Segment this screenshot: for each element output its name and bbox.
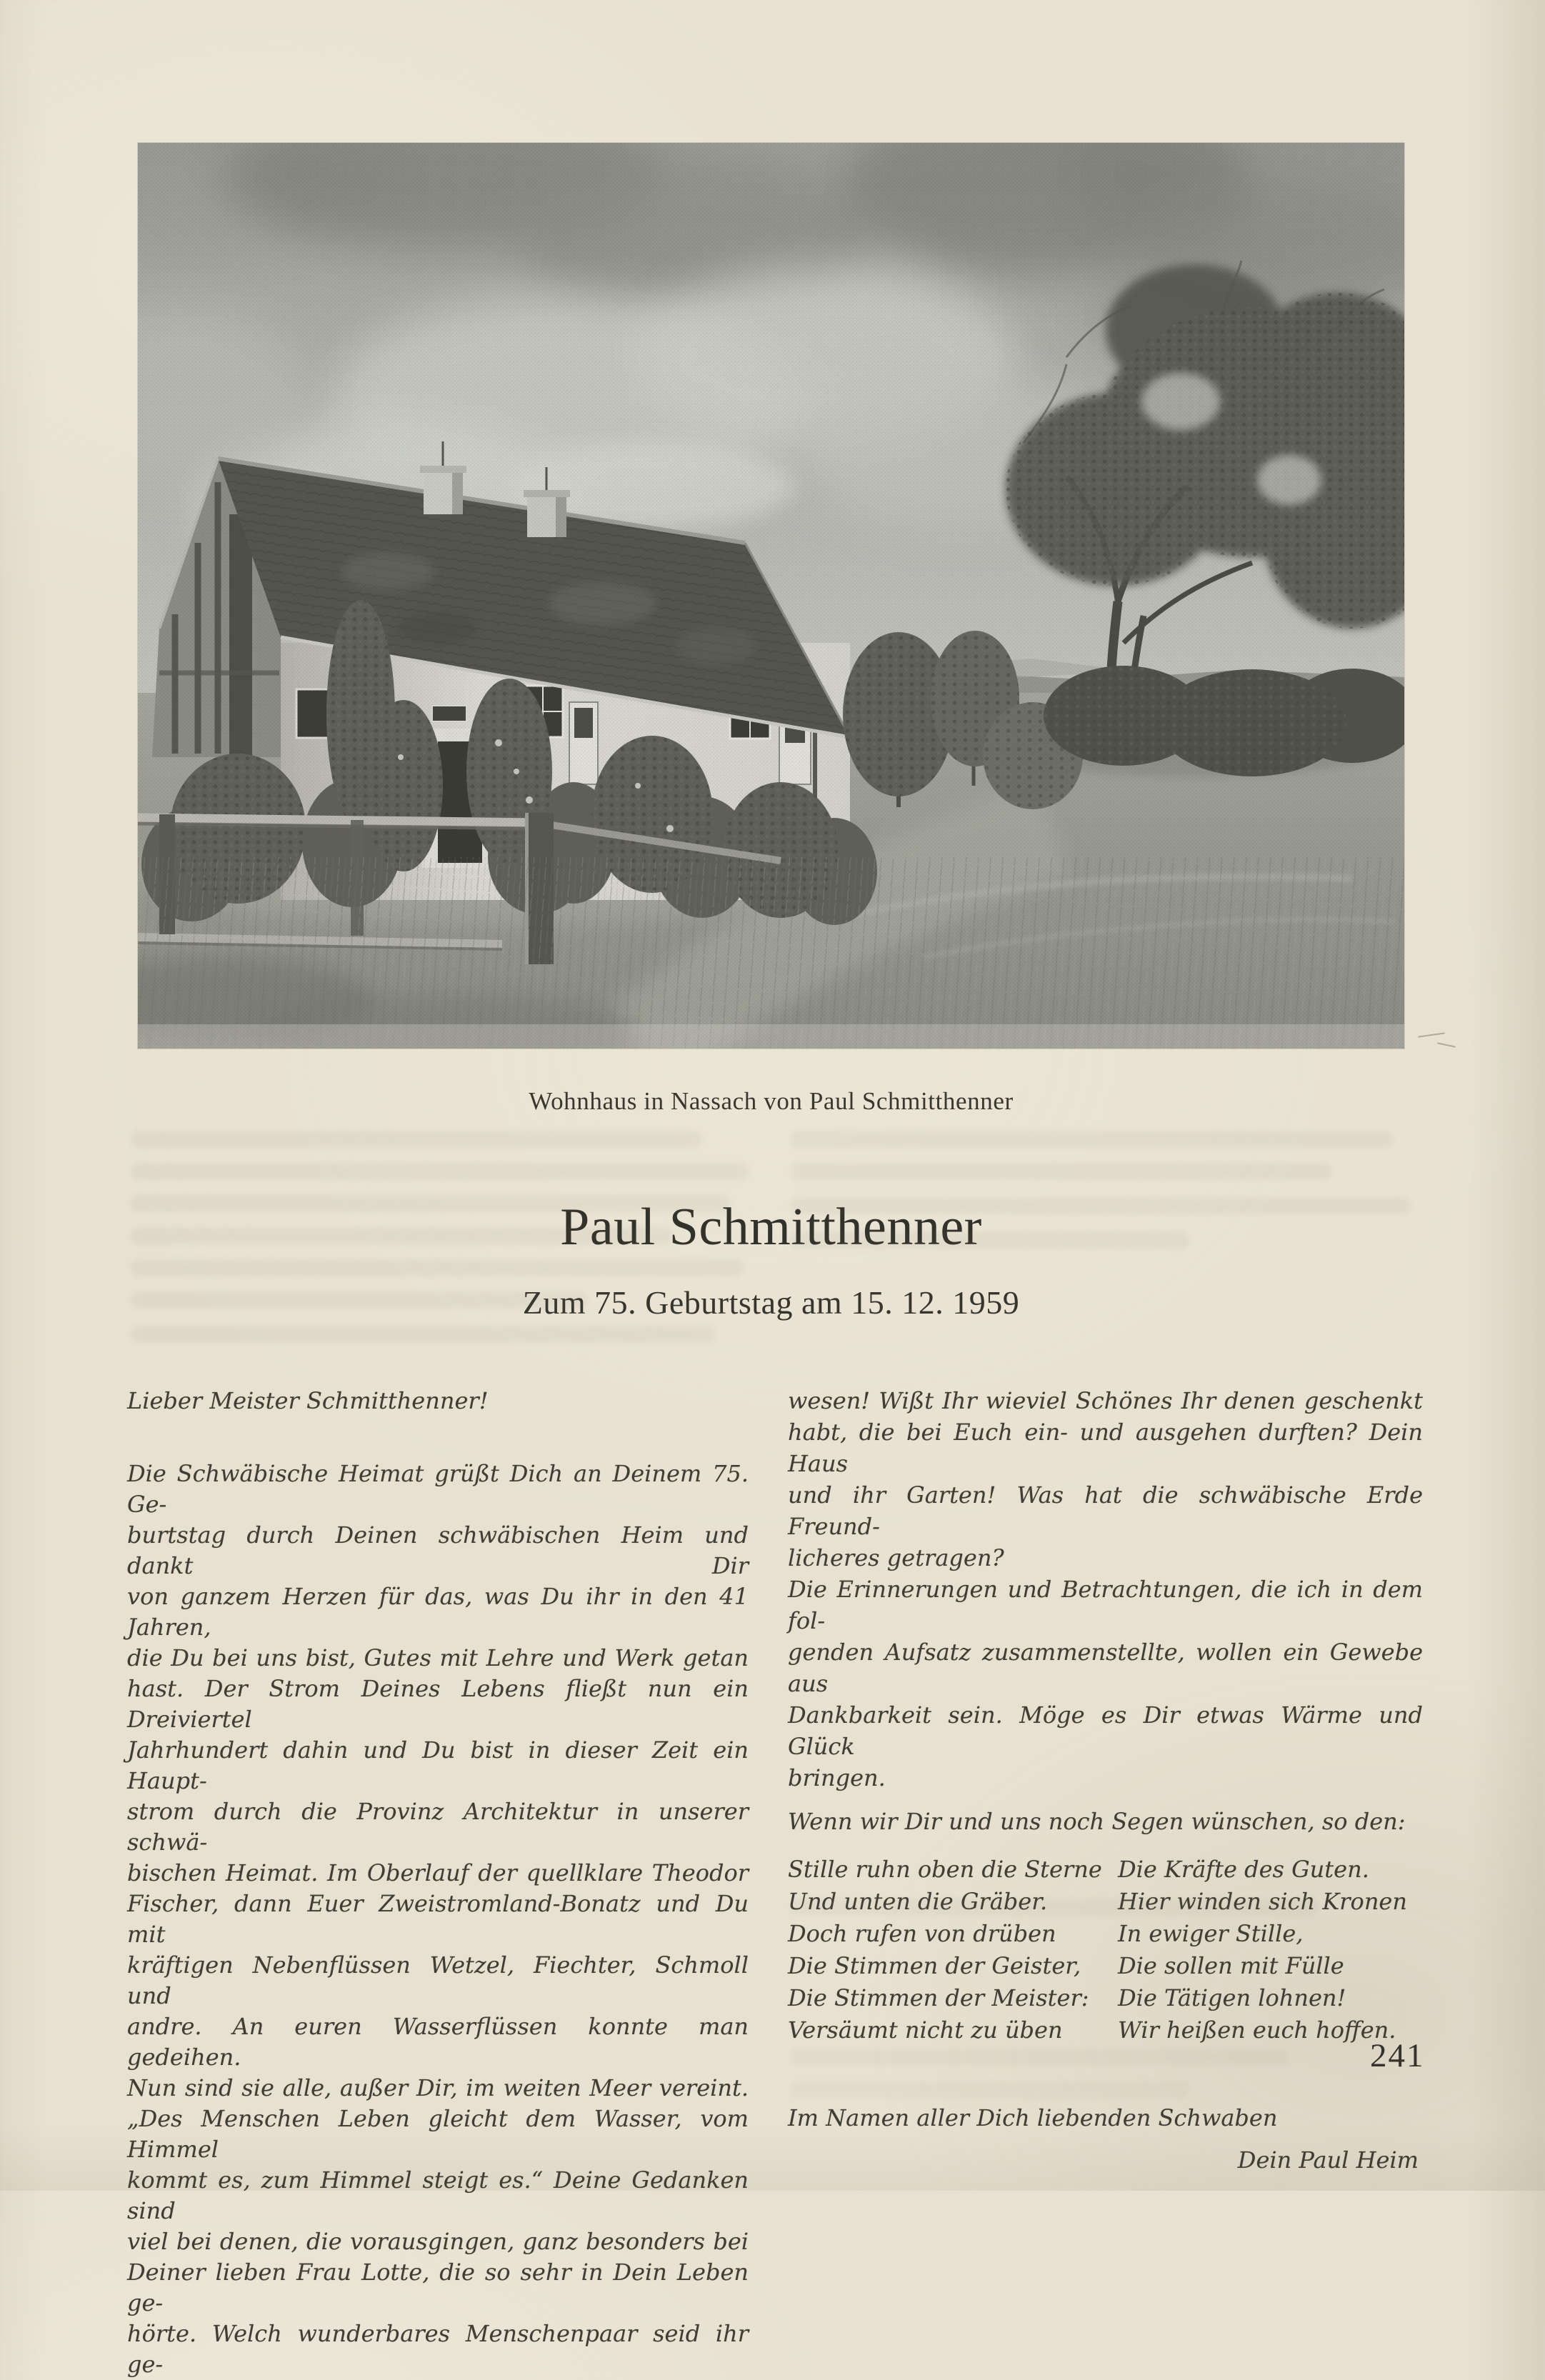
poem-line: In ewiger Stille, xyxy=(1118,1920,1304,1947)
poem-line: Hier winden sich Kronen xyxy=(1118,1888,1407,1915)
poem-line: Versäumt nicht zu üben xyxy=(788,2016,1063,2044)
text-line: Dankbarkeit sein. Möge es Dir etwas Wärme und Glück xyxy=(788,1701,1423,1760)
poem xyxy=(788,1854,1423,2046)
photo-wohnhaus xyxy=(138,143,1404,1049)
text-line: die Du bei uns bist, Gutes mit Lehre und Werk getan xyxy=(127,1644,749,1671)
right-paragraph-1 xyxy=(788,1385,1423,1574)
right-paragraph-2 xyxy=(788,1574,1423,1794)
photo-figure xyxy=(138,143,1404,1049)
article-title: Paul Schmitthenner xyxy=(560,1198,982,1256)
bleed-through-line xyxy=(130,1326,716,1343)
text-line: „Des Menschen Leben gleicht dem Wasser, vom Himmel xyxy=(127,2105,749,2163)
bleed-through-line xyxy=(130,1195,730,1212)
poem-line: Und unten die Gräber. xyxy=(788,1888,1048,1915)
poem-lead-in: Wenn wir Dir und uns noch Segen wünschen, so den: xyxy=(788,1808,1406,1835)
photo-caption: Wohnhaus in Nassach von Paul Schmitthenner xyxy=(529,1087,1014,1115)
text-line: Fischer, dann Euer Zweistromland-Bonatz und Du mit xyxy=(127,1890,749,1948)
text-line: licheres getragen? xyxy=(788,1544,1004,1571)
poem-line: Die Stimmen der Meister: xyxy=(788,1984,1089,2011)
text-line: burtstag durch Deinen schwäbischen Heim und dankt Dir xyxy=(127,1521,749,1579)
poem-left-column xyxy=(788,1854,1118,2046)
scratch-mark xyxy=(1437,1042,1456,1047)
closing-line: Im Namen aller Dich liebenden Schwaben xyxy=(788,2104,1278,2131)
poem-line: Die sollen mit Fülle xyxy=(1118,1952,1344,1979)
poem-right-column xyxy=(1118,1854,1407,2046)
text-line: und ihr Garten! Was hat die schwäbische Erde Freund- xyxy=(788,1481,1423,1540)
text-line: hörte. Welch wunderbares Menschenpaar seid ihr ge- xyxy=(127,2320,749,2378)
poem-line: Die Tätigen lohnen! xyxy=(1118,1984,1346,2011)
bleed-through-line xyxy=(790,1899,1319,1916)
poem-line: Die Stimmen der Geister, xyxy=(788,1952,1081,1979)
bleed-through-line xyxy=(130,1259,744,1276)
text-line: Nun sind sie alle, außer Dir, im weiten Meer vereint. xyxy=(127,2074,749,2101)
bleed-through-line xyxy=(130,1227,673,1244)
text-line: Jahrhundert dahin und Du bist in dieser Zeit ein Haupt- xyxy=(127,1736,749,1794)
bleed-through-line xyxy=(790,2049,1290,2066)
left-column xyxy=(127,1385,749,2380)
poem-line: Doch rufen von drüben xyxy=(788,1920,1056,1947)
poem-line: Wir heißen euch hoffen. xyxy=(1118,2016,1396,2044)
bleed-through-line xyxy=(130,1163,749,1180)
bleed-through-line xyxy=(130,1291,587,1309)
signature: Dein Paul Heim xyxy=(1237,2146,1419,2174)
text-line: Die Erinnerungen und Betrachtungen, die ich in dem fol- xyxy=(788,1576,1423,1634)
scratch-mark xyxy=(1418,1032,1445,1037)
text-line: kräftigen Nebenflüssen Wetzel, Fiechter, Schmoll und xyxy=(127,1951,749,2009)
text-line: habt, die bei Euch ein- und ausgehen durften? Dein Haus xyxy=(788,1419,1423,1477)
text-line: bringen. xyxy=(788,1764,886,1791)
text-line: andre. An euren Wasserflüssen konnte man gedeihen. xyxy=(127,2013,749,2071)
bleed-through-line xyxy=(790,2081,1190,2099)
text-line: von ganzem Herzen für das, was Du ihr in den 41 Jahren, xyxy=(127,1583,749,1641)
text-line: viel bei denen, die vorausgingen, ganz besonders bei xyxy=(127,2228,749,2255)
bleed-through-line xyxy=(130,1131,701,1148)
article-subtitle: Zum 75. Geburtstag am 15. 12. 1959 xyxy=(522,1284,1020,1321)
text-line: Deiner lieben Frau Lotte, die so sehr in Dein Leben ge- xyxy=(127,2259,749,2316)
text-line: Die Schwäbische Heimat grüßt Dich an Deinem 75. Ge- xyxy=(127,1460,749,1518)
text-line: kommt es, zum Himmel steigt es.“ Deine Gedanken sind xyxy=(127,2166,749,2224)
bleed-through-line xyxy=(790,1231,1190,1249)
left-paragraph xyxy=(127,1459,749,2380)
text-line: hast. Der Strom Deines Lebens fließt nun ein Dreiviertel xyxy=(127,1675,749,1733)
bleed-through-line xyxy=(790,1131,1394,1148)
bleed-through-line xyxy=(790,1197,1411,1214)
text-line: bischen Heimat. Im Oberlauf der quellklare Theodor xyxy=(127,1859,749,1886)
text-line: genden Aufsatz zusammenstellte, wollen ein Gewebe aus xyxy=(788,1639,1423,1697)
text-line: wesen! Wißt Ihr wieviel Schönes Ihr denen geschenkt xyxy=(788,1387,1423,1414)
poem-line: Stille ruhn oben die Sterne xyxy=(788,1856,1102,1883)
text-line: strom durch die Provinz Architektur in unserer schwä- xyxy=(127,1798,749,1856)
bleed-through-line xyxy=(790,1163,1333,1180)
page-number: 241 xyxy=(1370,2037,1425,2074)
poem-line: Die Kräfte des Guten. xyxy=(1118,1856,1369,1883)
salutation: Lieber Meister Schmitthenner! xyxy=(127,1387,489,1414)
